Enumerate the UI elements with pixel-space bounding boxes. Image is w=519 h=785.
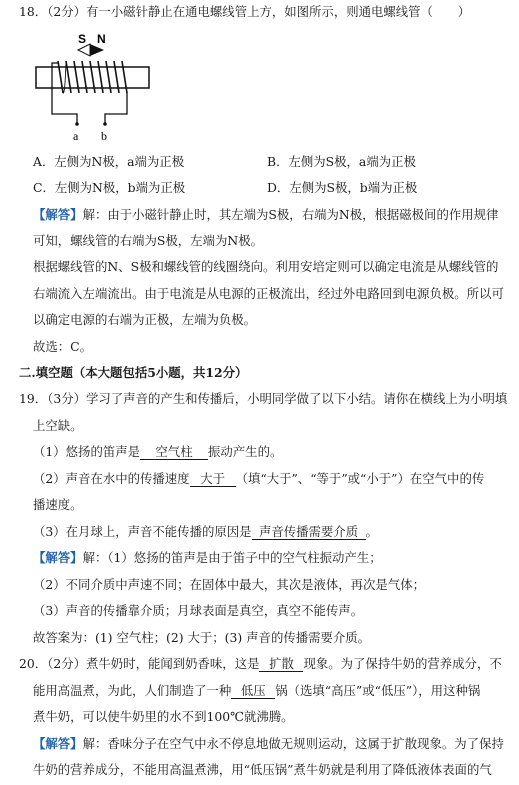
part-text: 现象。为了保持牛奶的营养成分，不 — [303, 656, 502, 671]
terminal-a — [75, 122, 79, 126]
answer-tag: 【解答】 — [33, 736, 83, 751]
q18-answer-line-1 — [33, 207, 498, 223]
part-text: 振动产生的。 — [208, 444, 283, 459]
q18-option-d: D．左侧为S极，b端为正极 — [267, 180, 418, 195]
part-text: （填“大于”、“等于”或“小于”）在空气中的传 — [235, 471, 485, 486]
terminal-b — [103, 122, 107, 126]
answer-text: 解：香味分子在空气中永不停息地做无规则运动，这属于扩散现象。为了保持 — [82, 736, 504, 751]
answer-text: 解：（1）悠扬的笛声是由于笛子中的空气柱振动产生； — [82, 550, 382, 565]
part-text: （1）悠扬的笛声是 — [33, 444, 141, 459]
part-text: （3）在月球上，声音不能传播的原因是 — [33, 524, 252, 539]
q19-stem-2: 上空缺。 — [33, 418, 83, 433]
terminal-a-label: a — [73, 129, 79, 142]
blank-answer: 大于 — [190, 472, 236, 487]
q18-option-a: A．左侧为N极，a端为正极 — [33, 154, 185, 169]
q18-option-b: B．左侧为S极，a端为正极 — [267, 154, 416, 169]
answer-tag: 【解答】 — [33, 207, 83, 222]
q19-answer-line-3: （3）声音的传播靠介质；月球表面是真空，真空不能传声。 — [33, 603, 364, 618]
blank-answer: 低压 — [231, 684, 275, 699]
blank-answer: 空气柱 — [140, 445, 208, 460]
q19-part-3 — [33, 524, 378, 540]
q19-part-1 — [33, 444, 282, 460]
section-heading: 二.填空题（本大题包括5小题，共12分） — [19, 365, 248, 380]
part-text: 锅（选填“高压”或“低压”），用这种锅 — [275, 683, 481, 698]
blank-answer: 声音传播需要介质 — [252, 525, 366, 540]
q20-answer-line-2: 牛奶的营养成分，不能用高温煮沸，用“低压锅”煮牛奶就是利用了降低液体表面的气 — [33, 762, 492, 777]
q18-answer-line-5: 以确定电源的右端为正极，左端为负极。 — [33, 312, 257, 327]
q20-line-1 — [19, 656, 502, 672]
q18-option-c: C．左侧为N极，b端为正极 — [33, 180, 186, 195]
q18-answer-line-4: 右端流入左端流出。由于电流是从电源的正极流出，经过外电路回到电源负极。所以可 — [33, 286, 504, 301]
terminal-b-label: b — [101, 129, 107, 142]
q20-line-3: 煮牛奶，可以使牛奶里的水不到100℃就沸腾。 — [33, 709, 294, 724]
q18-choice: 故选：C。 — [33, 339, 93, 354]
q19-part-2-cont: 播速度。 — [33, 497, 83, 512]
q18-answer-line-2: 可知，螺线管的右端为S极，左端为N极。 — [33, 233, 263, 248]
q20-line-2 — [33, 683, 480, 699]
part-text: 能用高温煮，为此，人们制造了一种 — [33, 683, 232, 698]
q19-final-answer: 故答案为：(1) 空气柱；(2) 大于；(3) 声音的传播需要介质。 — [33, 630, 371, 645]
part-text: 。 — [365, 524, 378, 539]
q18-answer-line-3: 根据螺线管的N、S极和螺线管的线圈绕向。利用安培定则可以确定电流是从螺线管的 — [33, 259, 499, 274]
solenoid-figure — [30, 30, 160, 142]
lead-wire-b — [105, 92, 127, 124]
needle-s-label: S — [78, 32, 87, 46]
q18-stem: 18．（2分）有一小磁针静止在通电螺线管上方，如图所示，则通电螺线管（ ） — [19, 4, 471, 19]
q19-answer-line-2: （2）不同介质中声速不同；在固体中最大，其次是液体，再次是气体； — [33, 577, 425, 592]
answer-tag: 【解答】 — [33, 550, 83, 565]
needle-n-label: N — [97, 32, 106, 46]
q19-part-2 — [33, 471, 484, 487]
q19-answer-line-1 — [33, 550, 382, 566]
blank-answer: 扩散 — [259, 657, 303, 672]
part-text: 20．（2分）煮牛奶时，能闻到奶香味，这是 — [19, 656, 260, 671]
q20-answer-line-1 — [33, 736, 504, 752]
part-text: （2）声音在水中的传播速度 — [33, 471, 190, 486]
answer-text: 解：由于小磁针静止时，其左端为S极，右端为N极，根据磁极间的作用规律 — [82, 207, 499, 222]
q19-stem-1: 19．（3分）学习了声音的产生和传播后，小明同学做了以下小结。请你在横线上为小明填 — [19, 391, 508, 406]
